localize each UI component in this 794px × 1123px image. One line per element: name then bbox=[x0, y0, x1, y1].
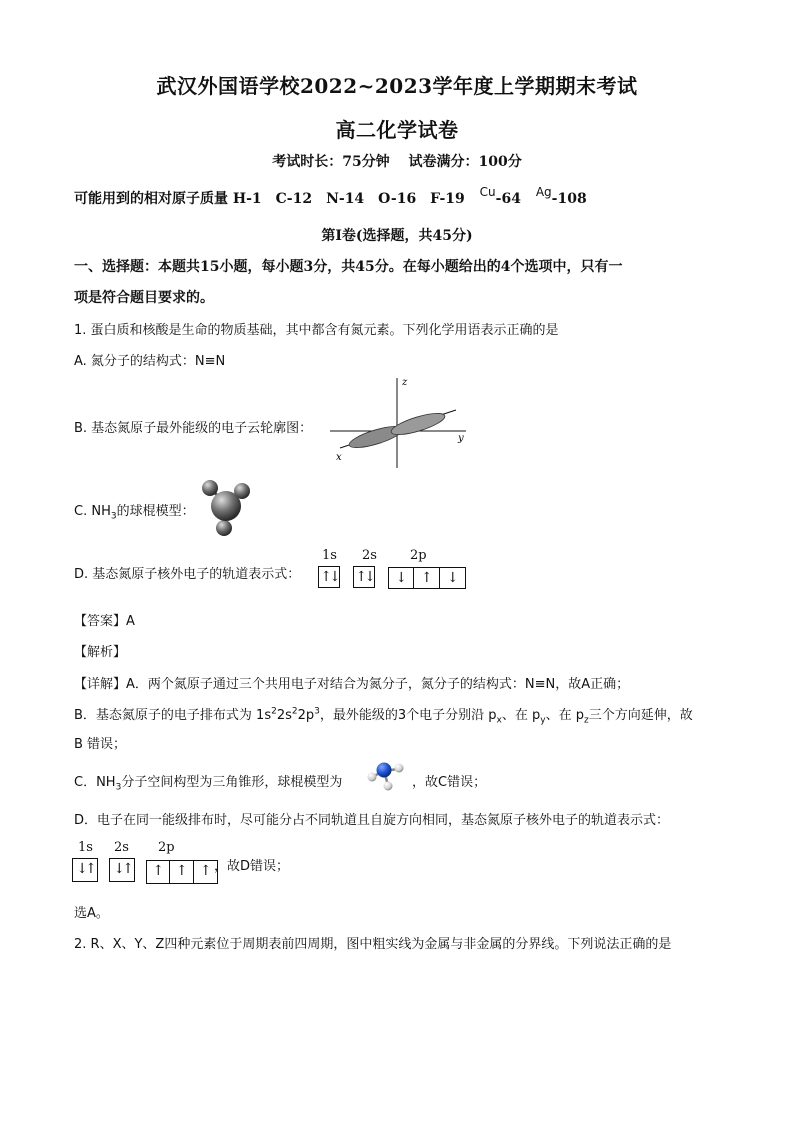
option-c bbox=[74, 500, 195, 522]
orbital-diagram-d bbox=[318, 566, 466, 589]
detail-b-text-6: 、在 p bbox=[545, 708, 584, 723]
exam-title: 武汉外国语学校2022~2023学年度上学期期末考试 bbox=[156, 74, 638, 98]
detail-c bbox=[74, 771, 342, 793]
exam-info: 考试时长：75分钟 试卷满分：100分 bbox=[272, 154, 522, 170]
detail-c-suffix: ，故C错误； bbox=[412, 775, 487, 790]
orbital-boxes-2p bbox=[388, 567, 466, 589]
orbital-box-1s: ↑↓ bbox=[318, 566, 340, 588]
correct-orbital-box-2s: ↓↑ bbox=[109, 858, 135, 882]
detail-b-sub-z: z bbox=[583, 715, 589, 726]
orbital-box-2p-1: ↓ bbox=[388, 567, 414, 589]
option-c-suffix: 的球棍模型： bbox=[116, 504, 195, 519]
detail-b-sub-y: y bbox=[540, 715, 546, 726]
detail-b-sup-1: 2 bbox=[271, 706, 277, 717]
p-orbital-contour-diagram bbox=[326, 374, 476, 470]
detail-d-suffix: ，故D错误； bbox=[214, 859, 290, 874]
detail-b-line-2: B 错误； bbox=[74, 737, 127, 752]
orbital-label-2p: 2p bbox=[410, 548, 427, 563]
orbital-diagram-correct bbox=[72, 858, 218, 884]
detail-b-sup-3: 3 bbox=[314, 706, 320, 717]
option-d: D. 基态氮原子核外电子的轨道表示式： bbox=[74, 567, 301, 582]
conclusion: 选A。 bbox=[74, 906, 109, 921]
correct-orbital-label-2s: 2s bbox=[114, 840, 129, 855]
correct-orbital-label-1s: 1s bbox=[78, 840, 93, 855]
nh3-ball-stick-model bbox=[196, 476, 258, 538]
detail-a: 【详解】A．两个氮原子通过三个共用电子对结合为氮分子，氮分子的结构式：N≡N，故A正确； bbox=[74, 677, 630, 692]
detail-b-text-3: 2p bbox=[297, 708, 315, 723]
correct-orbital-boxes-2p bbox=[146, 860, 218, 884]
ag-symbol: Ag bbox=[535, 185, 552, 199]
atomic-mass-line bbox=[74, 185, 587, 208]
option-c-prefix: C. NH bbox=[74, 504, 111, 519]
detail-b bbox=[74, 704, 693, 726]
ag-mass: -108 bbox=[551, 191, 587, 207]
detail-c-sub: 3 bbox=[115, 782, 122, 793]
orbital-label-1s: 1s bbox=[322, 548, 337, 563]
option-b: B. 基态氮原子最外能级的电子云轮廓图： bbox=[74, 421, 313, 436]
question-2-stem: 2. R、X、Y、Z四种元素位于周期表前四周期，图中粗实线为金属与非金属的分界线。下列说法正确的是 bbox=[74, 937, 672, 952]
detail-b-text-4: ，最外能级的3个电子分别沿 p bbox=[319, 708, 497, 723]
correct-orbital-box-1s: ↓↑ bbox=[72, 858, 98, 882]
detail-b-sup-2: 2 bbox=[291, 706, 298, 717]
answer: 【答案】A bbox=[74, 614, 135, 629]
question-1-stem: 1. 蛋白质和核酸是生命的物质基础，其中都含有氮元素。下列化学用语表示正确的是 bbox=[74, 323, 559, 338]
y-axis-label: y bbox=[458, 433, 464, 444]
correct-orbital-box-2p-2: ↑ bbox=[170, 860, 194, 884]
detail-c-text-1: C．NH bbox=[74, 775, 116, 790]
detail-b-text-2: 2s bbox=[276, 708, 292, 723]
correct-orbital-label-2p: 2p bbox=[158, 840, 175, 855]
orbital-box-2s: ↑↓ bbox=[353, 566, 375, 588]
exam-subtitle: 高二化学试卷 bbox=[335, 118, 459, 142]
detail-b-text-1: B．基态氮原子的电子排布式为 1s bbox=[74, 708, 272, 723]
orbital-label-2s: 2s bbox=[362, 548, 377, 563]
orbital-box-2p-2: ↑ bbox=[414, 567, 440, 589]
correct-orbital-box-2p-3: ↑ bbox=[194, 860, 218, 884]
correct-orbital-box-2p-1: ↑ bbox=[146, 860, 170, 884]
atomic-mass-prefix: 可能用到的相对原子质量 H-1 C-12 N-14 O-16 F-19 bbox=[74, 191, 465, 207]
cu-symbol: Cu bbox=[479, 185, 496, 199]
x-axis-label: x bbox=[336, 452, 342, 463]
option-c-subscript: 3 bbox=[110, 511, 117, 522]
detail-b-sub-x: x bbox=[496, 715, 502, 726]
detail-d: D．电子在同一能级排布时，尽可能分占不同轨道且自旋方向相同，基态氮原子核外电子的轨道表示式： bbox=[74, 813, 670, 828]
cu-mass: -64 bbox=[495, 191, 521, 207]
instruction-line-1: 一、选择题：本题共15小题，每小题3分，共45分。在每小题给出的4个选项中，只有一 bbox=[74, 259, 623, 275]
instruction-line-2: 项是符合题目要求的。 bbox=[74, 290, 214, 306]
detail-c-text-2: 分子空间构型为三角锥形，球棍模型为 bbox=[121, 775, 343, 790]
detail-b-text-5: 、在 p bbox=[501, 708, 541, 723]
section-heading: 第Ⅰ卷(选择题，共45分) bbox=[321, 228, 473, 244]
z-axis-label: z bbox=[402, 377, 408, 388]
orbital-box-2p-3: ↓ bbox=[440, 567, 466, 589]
analysis-label: 【解析】 bbox=[74, 645, 127, 660]
nh3-molecule-icon bbox=[364, 757, 408, 791]
option-a: A. 氮分子的结构式：N≡N bbox=[74, 354, 226, 369]
detail-b-text-7: 三个方向延伸，故 bbox=[588, 708, 693, 723]
